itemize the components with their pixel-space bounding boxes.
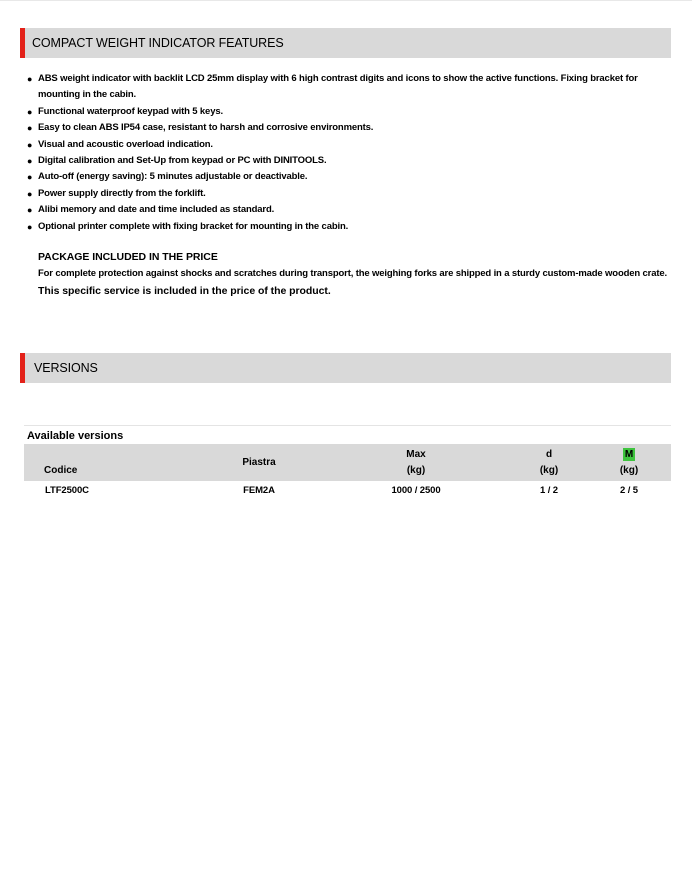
bullet-icon: ● bbox=[27, 106, 33, 117]
column-header-codice: Codice bbox=[44, 465, 78, 476]
bullet-icon: ● bbox=[27, 156, 33, 167]
feature-item: ● Digital calibration and Set-Up from keypad or PC with DINITOOLS. bbox=[27, 153, 667, 169]
bullet-icon: ● bbox=[27, 172, 33, 183]
package-note: This specific service is included in the price of the product. bbox=[38, 284, 331, 297]
bullet-icon: ● bbox=[27, 74, 33, 84]
cell-piastra: FEM2A bbox=[243, 485, 275, 496]
column-header-max: Max (kg) bbox=[406, 449, 426, 476]
feature-item: ● Optional printer complete with fixing bracket for mounting in the cabin. bbox=[27, 219, 667, 235]
bullet-icon: ● bbox=[27, 221, 33, 232]
available-versions-bar bbox=[24, 425, 671, 445]
versions-title: VERSIONS bbox=[34, 361, 98, 375]
bullet-icon: ● bbox=[27, 205, 33, 216]
accent-bar bbox=[20, 353, 25, 383]
column-header-piastra: Piastra bbox=[242, 457, 276, 468]
feature-item: ● Alibi memory and date and time included as standard. bbox=[27, 202, 667, 218]
package-description: For complete protection against shocks and scratches during transport, the weighing forks are shipped in a sturdy custom-made wooden crate. bbox=[38, 268, 667, 279]
column-header-m: M (kg) bbox=[619, 449, 639, 476]
table-row bbox=[24, 481, 671, 499]
column-header-d: d (kg) bbox=[539, 449, 559, 476]
accent-bar bbox=[20, 28, 25, 58]
features-title: COMPACT WEIGHT INDICATOR FEATURES bbox=[32, 36, 284, 50]
feature-item: ● Easy to clean ABS IP54 case, resistant to harsh and corrosive environments. bbox=[27, 120, 667, 136]
bullet-icon: ● bbox=[27, 139, 33, 150]
top-divider bbox=[0, 0, 692, 1]
versions-section-header bbox=[20, 353, 671, 383]
package-block bbox=[38, 250, 668, 299]
feature-item: ● ABS weight indicator with backlit LCD 25mm display with 6 high contrast digits and icons to show the active functions. Fixing bracket for mounting in the cabin. bbox=[27, 73, 638, 101]
feature-item: ● Functional waterproof keypad with 5 keys. bbox=[27, 104, 667, 120]
feature-item: ● Power supply directly from the forklift. bbox=[27, 186, 667, 202]
available-versions-label: Available versions bbox=[27, 430, 124, 442]
feature-item: ● Auto-off (energy saving): 5 minutes adjustable or deactivable. bbox=[27, 169, 667, 185]
m-badge: M bbox=[624, 449, 634, 460]
bullet-icon: ● bbox=[27, 188, 33, 199]
features-list bbox=[27, 71, 667, 235]
cell-codice: LTF2500C bbox=[45, 485, 89, 496]
versions-table-header bbox=[24, 444, 671, 481]
cell-d: 1 / 2 bbox=[540, 485, 558, 496]
bullet-icon: ● bbox=[27, 123, 33, 134]
cell-max: 1000 / 2500 bbox=[391, 485, 441, 496]
feature-item: ● Visual and acoustic overload indication. bbox=[27, 137, 667, 153]
features-section-header bbox=[20, 28, 671, 58]
package-title: PACKAGE INCLUDED IN THE PRICE bbox=[38, 251, 218, 263]
cell-m: 2 / 5 bbox=[620, 485, 638, 496]
